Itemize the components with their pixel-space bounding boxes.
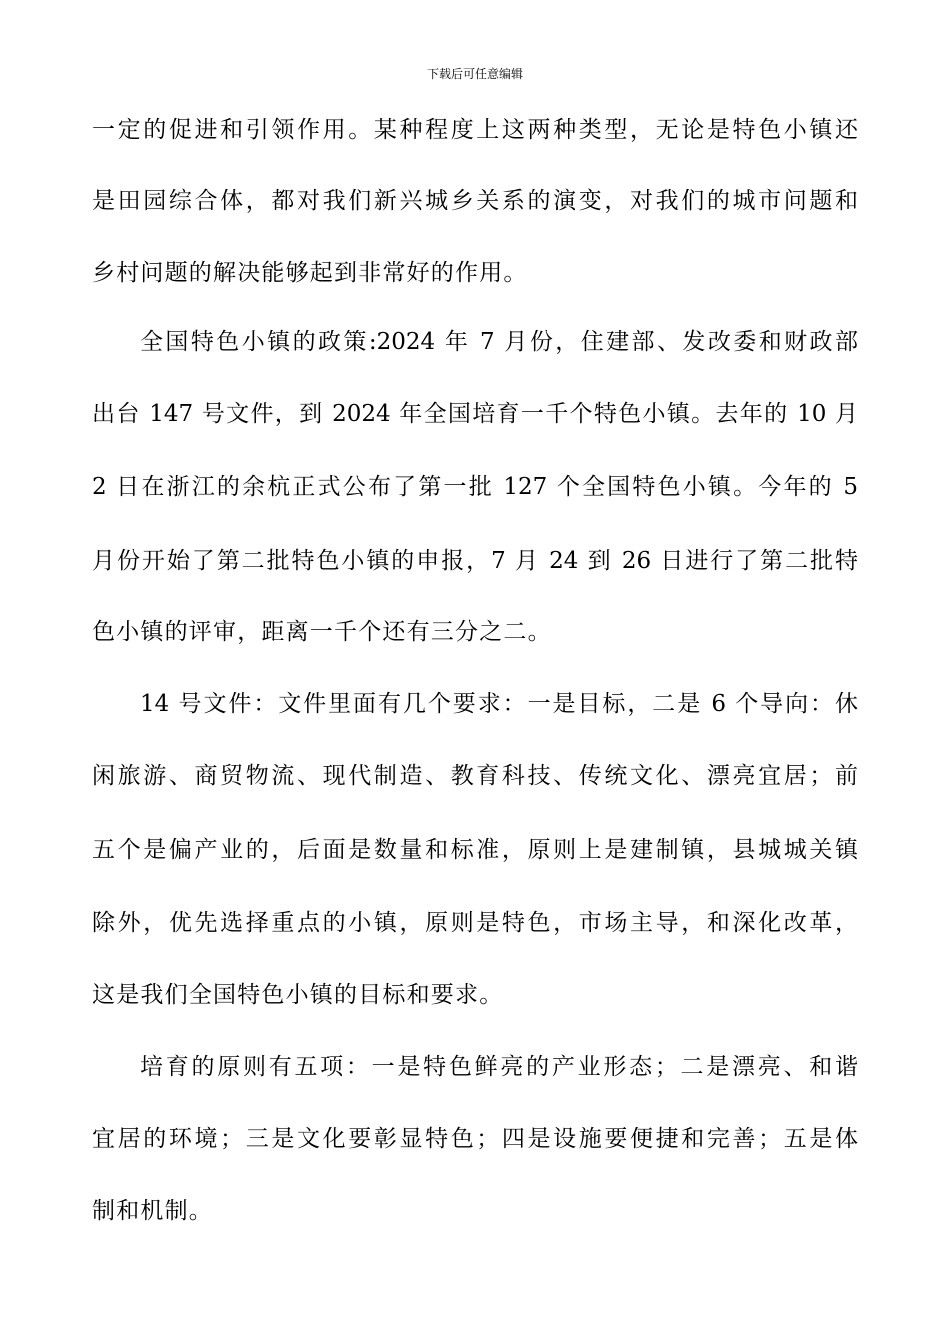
page-header: 下载后可任意编辑	[426, 67, 523, 81]
text-line: 制和机制。	[92, 1198, 213, 1224]
text-line: 出台 147 号文件，到 2024 年全国培育一千个特色小镇。去年的 10 月	[92, 401, 858, 427]
text-line: 五个是偏产业的，后面是数量和标准，原则上是建制镇，县城城关镇	[92, 837, 858, 863]
text-line: 乡村问题的解决能够起到非常好的作用。	[92, 260, 528, 286]
text-line: 色小镇的评审，距离一千个还有三分之二。	[92, 619, 552, 645]
text-line: 闲旅游、商贸物流、现代制造、教育科技、传统文化、漂亮宜居；前	[92, 763, 858, 789]
paragraph-start-line: 14 号文件：文件里面有几个要求：一是目标，二是 6 个导向：休	[140, 691, 858, 717]
paragraph-start-line: 全国特色小镇的政策:2024 年 7 月份，住建部、发改委和财政部	[140, 329, 858, 355]
paragraph-start-line: 培育的原则有五项：一是特色鲜亮的产业形态；二是漂亮、和谐	[140, 1054, 858, 1080]
text-line: 除外，优先选择重点的小镇，原则是特色，市场主导，和深化改革，	[92, 910, 858, 936]
text-line: 月份开始了第二批特色小镇的申报，7 月 24 到 26 日进行了第二批特	[92, 548, 858, 574]
text-line: 2 日在浙江的余杭正式公布了第一批 127 个全国特色小镇。今年的 5	[92, 474, 858, 500]
text-line: 一定的促进和引领作用。某种程度上这两种类型，无论是特色小镇还	[92, 117, 858, 143]
text-line: 这是我们全国特色小镇的目标和要求。	[92, 982, 504, 1008]
text-line: 是田园综合体，都对我们新兴城乡关系的演变，对我们的城市问题和	[92, 188, 858, 214]
text-line: 宜居的环境；三是文化要彰显特色；四是设施要便捷和完善；五是体	[92, 1126, 858, 1152]
